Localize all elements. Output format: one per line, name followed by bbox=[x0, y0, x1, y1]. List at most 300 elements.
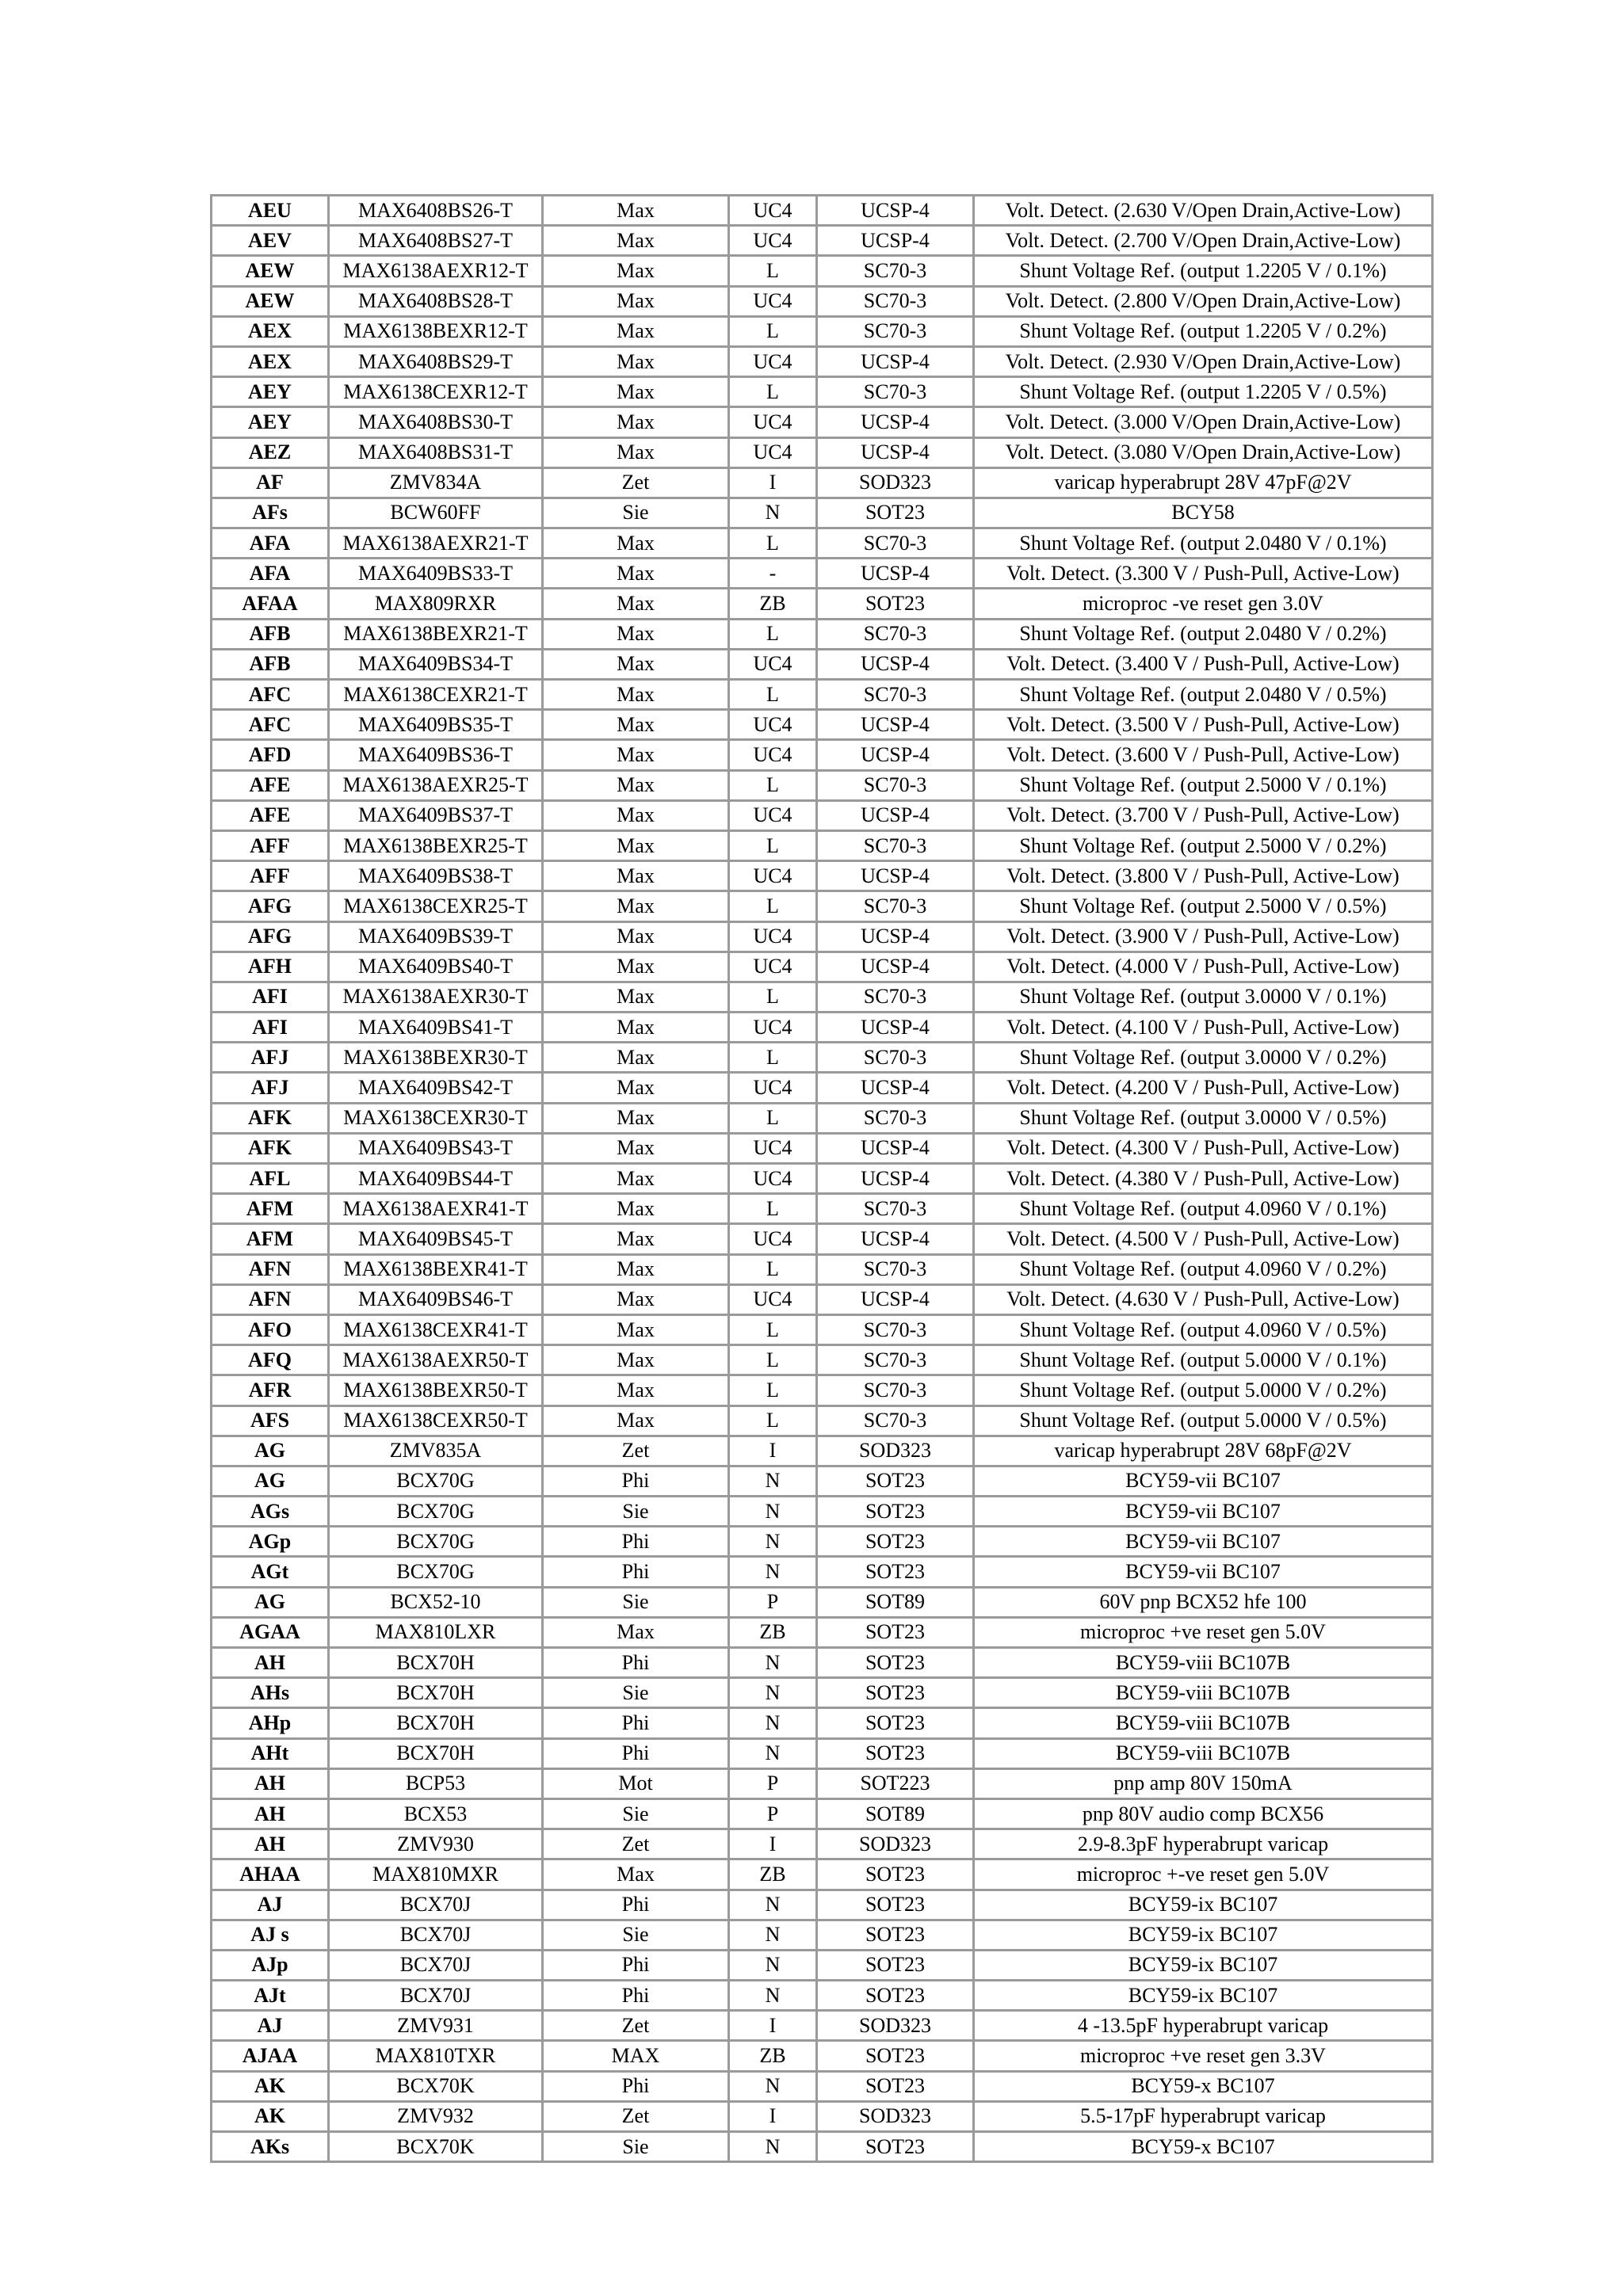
description-cell: BCY59-ix BC107 bbox=[974, 1950, 1433, 1980]
table-row bbox=[212, 2041, 1433, 2071]
part-number-cell: MAX6409BS42-T bbox=[329, 1073, 543, 1103]
package-cell: SOD323 bbox=[817, 1829, 974, 1859]
code-cell: AFA bbox=[212, 528, 329, 559]
code-cell: AH bbox=[212, 1648, 329, 1678]
manufacturer-cell: Phi bbox=[543, 1708, 729, 1738]
manufacturer-cell: Max bbox=[543, 680, 729, 710]
base-cell: N bbox=[729, 1890, 817, 1920]
code-cell: AFB bbox=[212, 649, 329, 679]
part-number-cell: MAX6138AEXR21-T bbox=[329, 528, 543, 559]
manufacturer-cell: Sie bbox=[543, 1678, 729, 1708]
manufacturer-cell: Max bbox=[543, 1345, 729, 1375]
part-number-cell: MAX6409BS39-T bbox=[329, 921, 543, 952]
description-cell: BCY59-vii BC107 bbox=[974, 1466, 1433, 1496]
base-cell: L bbox=[729, 619, 817, 649]
base-cell: UC4 bbox=[729, 1133, 817, 1163]
code-cell: AGt bbox=[212, 1557, 329, 1587]
manufacturer-cell: Max bbox=[543, 286, 729, 316]
base-cell: N bbox=[729, 2132, 817, 2162]
manufacturer-cell: Sie bbox=[543, 1920, 729, 1950]
description-cell: microproc +ve reset gen 3.3V bbox=[974, 2041, 1433, 2071]
code-cell: AEW bbox=[212, 286, 329, 316]
code-cell: AJ bbox=[212, 1890, 329, 1920]
table-row bbox=[212, 1133, 1433, 1163]
base-cell: UC4 bbox=[729, 407, 817, 437]
code-cell: AFG bbox=[212, 891, 329, 921]
base-cell: N bbox=[729, 1527, 817, 1557]
package-cell: UCSP-4 bbox=[817, 649, 974, 679]
manufacturer-cell: Max bbox=[543, 377, 729, 407]
part-number-cell: MAX6138CEXR30-T bbox=[329, 1103, 543, 1133]
package-cell: SC70-3 bbox=[817, 891, 974, 921]
base-cell: L bbox=[729, 982, 817, 1012]
part-number-cell: BCX70G bbox=[329, 1527, 543, 1557]
code-cell: AH bbox=[212, 1798, 329, 1829]
code-cell: AEX bbox=[212, 346, 329, 376]
base-cell: UC4 bbox=[729, 921, 817, 952]
package-cell: SC70-3 bbox=[817, 982, 974, 1012]
package-cell: SC70-3 bbox=[817, 1254, 974, 1284]
smd-code-table bbox=[210, 194, 1434, 2163]
description-cell: microproc +-ve reset gen 5.0V bbox=[974, 1859, 1433, 1890]
manufacturer-cell: Sie bbox=[543, 2132, 729, 2162]
package-cell: SOT23 bbox=[817, 1617, 974, 1647]
description-cell: Volt. Detect. (2.930 V/Open Drain,Active-Low) bbox=[974, 346, 1433, 376]
table-row bbox=[212, 1284, 1433, 1314]
package-cell: SOT23 bbox=[817, 1678, 974, 1708]
code-cell: AGAA bbox=[212, 1617, 329, 1647]
table-row bbox=[212, 921, 1433, 952]
table-row bbox=[212, 982, 1433, 1012]
manufacturer-cell: Max bbox=[543, 1859, 729, 1890]
code-cell: AJ bbox=[212, 2011, 329, 2041]
base-cell: N bbox=[729, 1466, 817, 1496]
package-cell: UCSP-4 bbox=[817, 1284, 974, 1314]
part-number-cell: MAX810MXR bbox=[329, 1859, 543, 1890]
manufacturer-cell: Max bbox=[543, 559, 729, 589]
manufacturer-cell: Max bbox=[543, 1224, 729, 1254]
manufacturer-cell: Sie bbox=[543, 1497, 729, 1527]
package-cell: UCSP-4 bbox=[817, 407, 974, 437]
manufacturer-cell: Max bbox=[543, 982, 729, 1012]
part-number-cell: MAX6138AEXR25-T bbox=[329, 770, 543, 800]
table-row bbox=[212, 467, 1433, 498]
code-cell: AFG bbox=[212, 921, 329, 952]
description-cell: microproc -ve reset gen 3.0V bbox=[974, 589, 1433, 619]
base-cell: P bbox=[729, 1798, 817, 1829]
package-cell: UCSP-4 bbox=[817, 861, 974, 891]
description-cell: Shunt Voltage Ref. (output 5.0000 V / 0.5%) bbox=[974, 1405, 1433, 1436]
description-cell: Volt. Detect. (4.300 V / Push-Pull, Active-Low) bbox=[974, 1133, 1433, 1163]
table-row bbox=[212, 1164, 1433, 1194]
manufacturer-cell: Max bbox=[543, 619, 729, 649]
base-cell: I bbox=[729, 1829, 817, 1859]
package-cell: SOT23 bbox=[817, 1527, 974, 1557]
table-row bbox=[212, 1254, 1433, 1284]
part-number-cell: MAX6408BS27-T bbox=[329, 226, 543, 256]
manufacturer-cell: Max bbox=[543, 528, 729, 559]
description-cell: varicap hyperabrupt 28V 68pF@2V bbox=[974, 1436, 1433, 1466]
manufacturer-cell: Max bbox=[543, 316, 729, 346]
part-number-cell: MAX6138BEXR12-T bbox=[329, 316, 543, 346]
table-row bbox=[212, 1829, 1433, 1859]
manufacturer-cell: Max bbox=[543, 891, 729, 921]
manufacturer-cell: Max bbox=[543, 952, 729, 982]
part-number-cell: MAX6409BS43-T bbox=[329, 1133, 543, 1163]
manufacturer-cell: MAX bbox=[543, 2041, 729, 2071]
part-number-cell: MAX6409BS33-T bbox=[329, 559, 543, 589]
code-cell: AFR bbox=[212, 1375, 329, 1405]
table-row bbox=[212, 1738, 1433, 1768]
base-cell: ZB bbox=[729, 2041, 817, 2071]
base-cell: UC4 bbox=[729, 346, 817, 376]
manufacturer-cell: Phi bbox=[543, 1466, 729, 1496]
table-row bbox=[212, 1103, 1433, 1133]
part-number-cell: MAX6138BEXR30-T bbox=[329, 1043, 543, 1073]
package-cell: SOT23 bbox=[817, 1708, 974, 1738]
manufacturer-cell: Max bbox=[543, 1405, 729, 1436]
manufacturer-cell: Max bbox=[543, 1375, 729, 1405]
base-cell: L bbox=[729, 770, 817, 800]
table-row bbox=[212, 1768, 1433, 1798]
description-cell: BCY59-viii BC107B bbox=[974, 1678, 1433, 1708]
table-row bbox=[212, 740, 1433, 770]
code-cell: AJp bbox=[212, 1950, 329, 1980]
table-row bbox=[212, 1375, 1433, 1405]
description-cell: pnp amp 80V 150mA bbox=[974, 1768, 1433, 1798]
package-cell: SC70-3 bbox=[817, 1103, 974, 1133]
table-row bbox=[212, 377, 1433, 407]
part-number-cell: BCX70H bbox=[329, 1708, 543, 1738]
package-cell: UCSP-4 bbox=[817, 952, 974, 982]
code-cell: AFAA bbox=[212, 589, 329, 619]
table-row bbox=[212, 1405, 1433, 1436]
table-row bbox=[212, 1617, 1433, 1647]
base-cell: UC4 bbox=[729, 861, 817, 891]
base-cell: UC4 bbox=[729, 196, 817, 226]
table-row bbox=[212, 649, 1433, 679]
package-cell: SOT23 bbox=[817, 1557, 974, 1587]
description-cell: Shunt Voltage Ref. (output 4.0960 V / 0.1%) bbox=[974, 1194, 1433, 1224]
manufacturer-cell: Max bbox=[543, 830, 729, 860]
part-number-cell: MAX6409BS46-T bbox=[329, 1284, 543, 1314]
part-number-cell: MAX6138CEXR50-T bbox=[329, 1405, 543, 1436]
description-cell: BCY59-vii BC107 bbox=[974, 1527, 1433, 1557]
package-cell: SOT23 bbox=[817, 1859, 974, 1890]
part-number-cell: MAX6408BS28-T bbox=[329, 286, 543, 316]
description-cell: BCY59-vii BC107 bbox=[974, 1557, 1433, 1587]
base-cell: N bbox=[729, 1738, 817, 1768]
description-cell: Volt. Detect. (3.500 V / Push-Pull, Active-Low) bbox=[974, 710, 1433, 740]
package-cell: SC70-3 bbox=[817, 316, 974, 346]
description-cell: Volt. Detect. (3.300 V / Push-Pull, Active-Low) bbox=[974, 559, 1433, 589]
base-cell: L bbox=[729, 830, 817, 860]
package-cell: UCSP-4 bbox=[817, 740, 974, 770]
description-cell: Volt. Detect. (3.600 V / Push-Pull, Active-Low) bbox=[974, 740, 1433, 770]
manufacturer-cell: Max bbox=[543, 196, 729, 226]
table-row bbox=[212, 498, 1433, 528]
part-number-cell: MAX810TXR bbox=[329, 2041, 543, 2071]
manufacturer-cell: Phi bbox=[543, 1981, 729, 2011]
base-cell: I bbox=[729, 2011, 817, 2041]
part-number-cell: MAX6138BEXR25-T bbox=[329, 830, 543, 860]
manufacturer-cell: Max bbox=[543, 1103, 729, 1133]
manufacturer-cell: Phi bbox=[543, 2071, 729, 2101]
code-cell: AFH bbox=[212, 952, 329, 982]
code-cell: AK bbox=[212, 2071, 329, 2101]
description-cell: 60V pnp BCX52 hfe 100 bbox=[974, 1587, 1433, 1617]
code-cell: AFF bbox=[212, 830, 329, 860]
description-cell: BCY59-x BC107 bbox=[974, 2132, 1433, 2162]
package-cell: SC70-3 bbox=[817, 1375, 974, 1405]
code-cell: AEY bbox=[212, 377, 329, 407]
part-number-cell: MAX6409BS36-T bbox=[329, 740, 543, 770]
code-cell: AFC bbox=[212, 680, 329, 710]
description-cell: Shunt Voltage Ref. (output 2.5000 V / 0.1%) bbox=[974, 770, 1433, 800]
package-cell: UCSP-4 bbox=[817, 226, 974, 256]
part-number-cell: BCX70J bbox=[329, 1950, 543, 1980]
part-number-cell: MAX810LXR bbox=[329, 1617, 543, 1647]
manufacturer-cell: Max bbox=[543, 226, 729, 256]
table-row bbox=[212, 1466, 1433, 1496]
base-cell: I bbox=[729, 1436, 817, 1466]
manufacturer-cell: Max bbox=[543, 1043, 729, 1073]
package-cell: UCSP-4 bbox=[817, 800, 974, 830]
manufacturer-cell: Zet bbox=[543, 1829, 729, 1859]
package-cell: SOT23 bbox=[817, 1738, 974, 1768]
code-cell: AGs bbox=[212, 1497, 329, 1527]
base-cell: N bbox=[729, 2071, 817, 2101]
base-cell: L bbox=[729, 316, 817, 346]
table-row bbox=[212, 256, 1433, 286]
code-cell: AFB bbox=[212, 619, 329, 649]
part-number-cell: MAX6408BS31-T bbox=[329, 437, 543, 467]
part-number-cell: MAX6138CEXR41-T bbox=[329, 1314, 543, 1344]
table-row bbox=[212, 1798, 1433, 1829]
manufacturer-cell: Max bbox=[543, 256, 729, 286]
table-row bbox=[212, 2101, 1433, 2131]
table-row bbox=[212, 1345, 1433, 1375]
table-row bbox=[212, 1708, 1433, 1738]
code-cell: AHp bbox=[212, 1708, 329, 1738]
part-number-cell: MAX6138BEXR21-T bbox=[329, 619, 543, 649]
base-cell: ZB bbox=[729, 589, 817, 619]
package-cell: SOT223 bbox=[817, 1768, 974, 1798]
code-cell: AFF bbox=[212, 861, 329, 891]
table-row bbox=[212, 1648, 1433, 1678]
part-number-cell: BCW60FF bbox=[329, 498, 543, 528]
package-cell: SC70-3 bbox=[817, 1345, 974, 1375]
code-cell: AFA bbox=[212, 559, 329, 589]
code-cell: AEU bbox=[212, 196, 329, 226]
code-cell: AKs bbox=[212, 2132, 329, 2162]
manufacturer-cell: Max bbox=[543, 861, 729, 891]
code-cell: AEV bbox=[212, 226, 329, 256]
package-cell: SOT23 bbox=[817, 1920, 974, 1950]
code-cell: AFS bbox=[212, 1405, 329, 1436]
code-cell: AHt bbox=[212, 1738, 329, 1768]
part-number-cell: MAX6138AEXR41-T bbox=[329, 1194, 543, 1224]
base-cell: UC4 bbox=[729, 226, 817, 256]
code-cell: AHAA bbox=[212, 1859, 329, 1890]
part-number-cell: BCX70H bbox=[329, 1648, 543, 1678]
package-cell: UCSP-4 bbox=[817, 559, 974, 589]
code-cell: AFD bbox=[212, 740, 329, 770]
code-cell: AFs bbox=[212, 498, 329, 528]
table-row bbox=[212, 2132, 1433, 2162]
description-cell: Volt. Detect. (4.630 V / Push-Pull, Active-Low) bbox=[974, 1284, 1433, 1314]
code-cell: AFI bbox=[212, 982, 329, 1012]
part-number-cell: MAX6408BS30-T bbox=[329, 407, 543, 437]
package-cell: SC70-3 bbox=[817, 770, 974, 800]
part-number-cell: MAX6138CEXR25-T bbox=[329, 891, 543, 921]
table-row bbox=[212, 559, 1433, 589]
code-cell: AH bbox=[212, 1768, 329, 1798]
part-number-cell: BCX70H bbox=[329, 1738, 543, 1768]
code-cell: AFN bbox=[212, 1254, 329, 1284]
code-cell: AJAA bbox=[212, 2041, 329, 2071]
table-row bbox=[212, 1314, 1433, 1344]
package-cell: SC70-3 bbox=[817, 256, 974, 286]
part-number-cell: MAX6409BS38-T bbox=[329, 861, 543, 891]
base-cell: N bbox=[729, 1708, 817, 1738]
package-cell: SOT89 bbox=[817, 1587, 974, 1617]
manufacturer-cell: Sie bbox=[543, 498, 729, 528]
manufacturer-cell: Max bbox=[543, 800, 729, 830]
manufacturer-cell: Max bbox=[543, 740, 729, 770]
table-row bbox=[212, 437, 1433, 467]
package-cell: SC70-3 bbox=[817, 1043, 974, 1073]
manufacturer-cell: Max bbox=[543, 589, 729, 619]
base-cell: L bbox=[729, 1375, 817, 1405]
code-cell: AFM bbox=[212, 1194, 329, 1224]
base-cell: N bbox=[729, 1678, 817, 1708]
package-cell: UCSP-4 bbox=[817, 1164, 974, 1194]
base-cell: UC4 bbox=[729, 800, 817, 830]
part-number-cell: BCX70J bbox=[329, 1890, 543, 1920]
table-row bbox=[212, 710, 1433, 740]
part-number-cell: BCX70K bbox=[329, 2132, 543, 2162]
description-cell: Shunt Voltage Ref. (output 5.0000 V / 0.2%) bbox=[974, 1375, 1433, 1405]
code-cell: AEY bbox=[212, 407, 329, 437]
package-cell: SOT89 bbox=[817, 1798, 974, 1829]
code-cell: AFK bbox=[212, 1103, 329, 1133]
part-number-cell: BCX52-10 bbox=[329, 1587, 543, 1617]
smd-code-table-body bbox=[212, 196, 1433, 2162]
table-row bbox=[212, 770, 1433, 800]
description-cell: Shunt Voltage Ref. (output 2.0480 V / 0.2%) bbox=[974, 619, 1433, 649]
description-cell: Volt. Detect. (4.000 V / Push-Pull, Active-Low) bbox=[974, 952, 1433, 982]
table-row bbox=[212, 346, 1433, 376]
manufacturer-cell: Max bbox=[543, 1073, 729, 1103]
description-cell: Volt. Detect. (3.800 V / Push-Pull, Active-Low) bbox=[974, 861, 1433, 891]
manufacturer-cell: Max bbox=[543, 437, 729, 467]
description-cell: microproc +ve reset gen 5.0V bbox=[974, 1617, 1433, 1647]
manufacturer-cell: Max bbox=[543, 1254, 729, 1284]
base-cell: N bbox=[729, 1920, 817, 1950]
table-row bbox=[212, 952, 1433, 982]
package-cell: SC70-3 bbox=[817, 377, 974, 407]
part-number-cell: MAX6408BS29-T bbox=[329, 346, 543, 376]
package-cell: SC70-3 bbox=[817, 1405, 974, 1436]
description-cell: BCY59-viii BC107B bbox=[974, 1708, 1433, 1738]
package-cell: SOD323 bbox=[817, 2101, 974, 2131]
table-row bbox=[212, 1436, 1433, 1466]
base-cell: L bbox=[729, 377, 817, 407]
package-cell: SOT23 bbox=[817, 1950, 974, 1980]
part-number-cell: BCP53 bbox=[329, 1768, 543, 1798]
package-cell: UCSP-4 bbox=[817, 710, 974, 740]
part-number-cell: MAX6138AEXR30-T bbox=[329, 982, 543, 1012]
package-cell: SOT23 bbox=[817, 589, 974, 619]
base-cell: L bbox=[729, 1103, 817, 1133]
part-number-cell: MAX6409BS44-T bbox=[329, 1164, 543, 1194]
table-row bbox=[212, 1678, 1433, 1708]
part-number-cell: BCX70G bbox=[329, 1466, 543, 1496]
part-number-cell: BCX70G bbox=[329, 1557, 543, 1587]
manufacturer-cell: Phi bbox=[543, 1557, 729, 1587]
package-cell: SOT23 bbox=[817, 1890, 974, 1920]
base-cell: I bbox=[729, 467, 817, 498]
base-cell: P bbox=[729, 1587, 817, 1617]
base-cell: UC4 bbox=[729, 1013, 817, 1043]
manufacturer-cell: Max bbox=[543, 1194, 729, 1224]
description-cell: BCY59-viii BC107B bbox=[974, 1738, 1433, 1768]
table-row bbox=[212, 528, 1433, 559]
code-cell: AK bbox=[212, 2101, 329, 2131]
part-number-cell: ZMV835A bbox=[329, 1436, 543, 1466]
code-cell: AFJ bbox=[212, 1073, 329, 1103]
manufacturer-cell: Max bbox=[543, 710, 729, 740]
manufacturer-cell: Max bbox=[543, 1164, 729, 1194]
base-cell: UC4 bbox=[729, 1224, 817, 1254]
base-cell: N bbox=[729, 1497, 817, 1527]
table-row bbox=[212, 1527, 1433, 1557]
base-cell: L bbox=[729, 680, 817, 710]
package-cell: SOT23 bbox=[817, 2041, 974, 2071]
package-cell: UCSP-4 bbox=[817, 1224, 974, 1254]
package-cell: SC70-3 bbox=[817, 1314, 974, 1344]
table-row bbox=[212, 316, 1433, 346]
code-cell: AG bbox=[212, 1466, 329, 1496]
code-cell: AGp bbox=[212, 1527, 329, 1557]
package-cell: SOD323 bbox=[817, 2011, 974, 2041]
code-cell: AG bbox=[212, 1436, 329, 1466]
base-cell: L bbox=[729, 1314, 817, 1344]
package-cell: UCSP-4 bbox=[817, 1013, 974, 1043]
base-cell: I bbox=[729, 2101, 817, 2131]
part-number-cell: MAX6409BS40-T bbox=[329, 952, 543, 982]
base-cell: L bbox=[729, 1043, 817, 1073]
description-cell: Volt. Detect. (3.000 V/Open Drain,Active-Low) bbox=[974, 407, 1433, 437]
base-cell: L bbox=[729, 528, 817, 559]
base-cell: UC4 bbox=[729, 740, 817, 770]
manufacturer-cell: Sie bbox=[543, 1798, 729, 1829]
manufacturer-cell: Max bbox=[543, 770, 729, 800]
table-row bbox=[212, 861, 1433, 891]
package-cell: UCSP-4 bbox=[817, 437, 974, 467]
description-cell: BCY58 bbox=[974, 498, 1433, 528]
table-row bbox=[212, 1890, 1433, 1920]
description-cell: Volt. Detect. (2.800 V/Open Drain,Active-Low) bbox=[974, 286, 1433, 316]
manufacturer-cell: Zet bbox=[543, 1436, 729, 1466]
code-cell: AFM bbox=[212, 1224, 329, 1254]
part-number-cell: ZMV930 bbox=[329, 1829, 543, 1859]
base-cell: N bbox=[729, 1648, 817, 1678]
manufacturer-cell: Max bbox=[543, 1314, 729, 1344]
description-cell: Volt. Detect. (3.080 V/Open Drain,Active-Low) bbox=[974, 437, 1433, 467]
description-cell: Shunt Voltage Ref. (output 1.2205 V / 0.1%) bbox=[974, 256, 1433, 286]
